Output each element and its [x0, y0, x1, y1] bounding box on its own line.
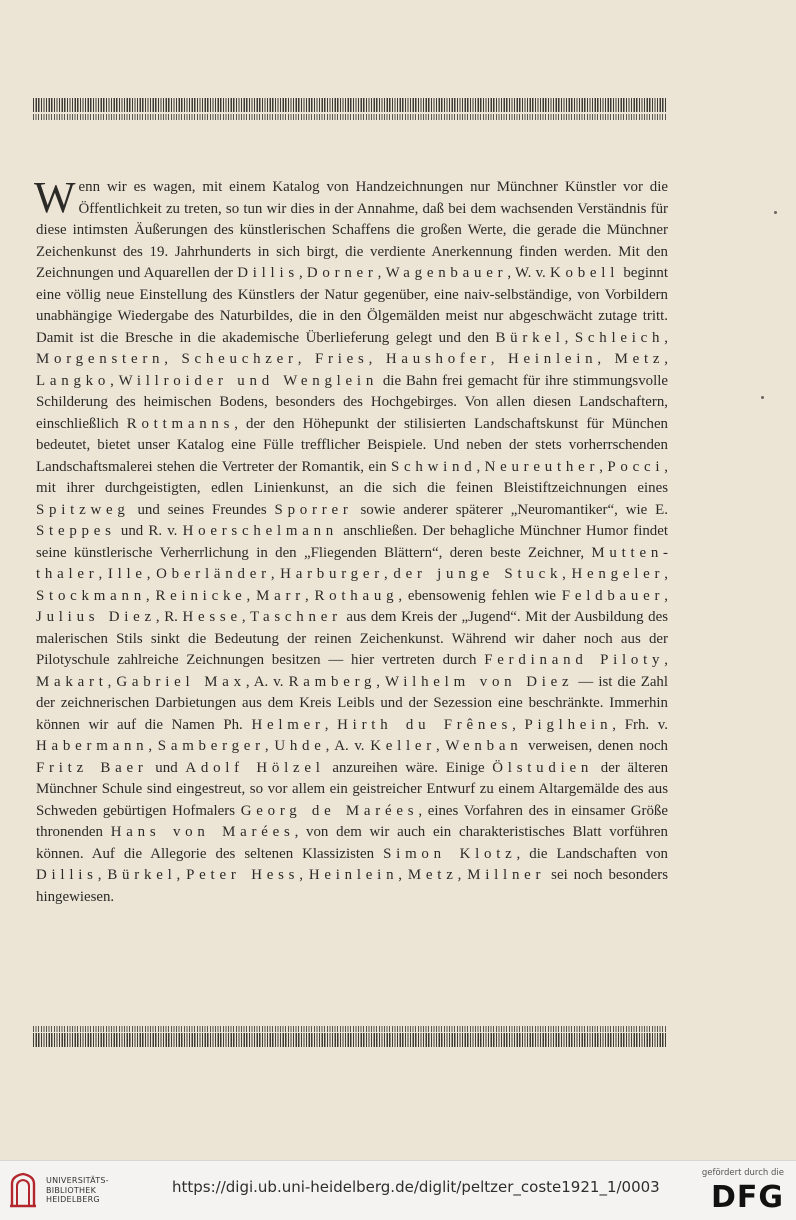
body-paragraph: [34, 173, 669, 908]
text-run: , von dem wir auch ein charakteristisches Blatt vorführen können. Auf die Allegorie des seltenen Klassizisten: [36, 824, 668, 862]
text-run: ,: [436, 738, 446, 754]
text-run: ,: [241, 609, 251, 625]
text-run: ,: [299, 867, 309, 883]
viewer-footer: [0, 1160, 796, 1220]
text-run: ,: [164, 351, 182, 367]
text-run: , A. v.: [325, 738, 371, 754]
text-run: ,: [664, 587, 668, 604]
artist-name: Hengeler: [571, 566, 665, 582]
library-name-line: UNIVERSITÄTS-: [46, 1176, 109, 1185]
artist-name: Langko: [36, 372, 111, 389]
text-run: enn wir es wagen, mit einem Katalog von Handzeichnungen nur Münchner Künstler vor die Öffentlichkeit zu treten, so tun wir dies in der Annahme, daß bei dem wachsenden Verständnis für diese intimsten Äußerungen des künstlerischen Schaffens die großen Werte, die gerade die Münchner Zeichenkunst des 19. Jahrhunderts in sich birgt, die verdiente Anerkennung finden werden. Mit den Zeichnungen und Aquarellen der: [36, 179, 668, 281]
decorative-rule-top-thin: [33, 114, 667, 120]
text-run: und: [147, 759, 186, 776]
decorative-rule-bottom: [33, 1033, 667, 1047]
artist-name: Schleich: [574, 329, 665, 346]
artist-name: Bürkel: [107, 867, 177, 883]
artist-name: Julius Diez: [36, 609, 156, 625]
artist-name: Spitzweg: [36, 501, 130, 518]
artist-name: Feldbauer: [561, 587, 665, 604]
artist-name: Haushofer: [385, 351, 491, 367]
text-run: ,: [512, 716, 525, 733]
text-run: sei noch besonders hingewiesen.: [36, 867, 668, 905]
text-run: ,: [457, 867, 468, 883]
text-run: ,: [377, 265, 386, 281]
artist-name: Steppes: [36, 523, 116, 539]
artist-name: Peter Hess: [186, 867, 300, 883]
artist-name: Hirth du Frênes: [337, 716, 513, 733]
artist-name: Oberländer: [156, 566, 271, 582]
artist-name: Reinicke: [155, 587, 247, 604]
artist-name: Fritz Baer: [36, 759, 148, 776]
text-run: verweisen, denen noch: [522, 738, 669, 754]
text-run: ,: [664, 652, 668, 668]
text-run: ,: [384, 566, 394, 582]
text-run: sowie anderer späterer „Neuromantiker“, wie E.: [352, 501, 668, 518]
artist-name: Schwind: [390, 458, 477, 475]
text-run: ,: [376, 673, 386, 690]
text-run: ,: [304, 587, 315, 604]
artist-name: Wenban: [445, 738, 523, 754]
text-run: ,: [664, 329, 668, 346]
artist-name: Pocci: [607, 458, 665, 475]
artist-name: Marr: [256, 587, 305, 604]
decorative-rule-top: [33, 98, 667, 112]
artist-name: Ferdinand Piloty: [484, 652, 665, 668]
text-run: ,: [368, 351, 386, 367]
text-run: ,: [246, 587, 257, 604]
artist-name: Simon Klotz: [383, 845, 517, 862]
artist-name: Piglhein: [524, 716, 613, 733]
text-run: ,: [562, 566, 572, 582]
artist-name: Muttenthaler: [36, 544, 668, 582]
text-run: ,: [490, 351, 508, 367]
text-run: , ebensowenig fehlen wie: [398, 587, 562, 604]
text-run: ,: [270, 566, 281, 582]
artist-name: Helmer: [251, 716, 325, 733]
text-run: ,: [599, 458, 608, 475]
permalink-url[interactable]: https://digi.ub.uni-heidelberg.de/diglit/peltzer_coste1921_1/0003: [172, 1178, 660, 1196]
artist-name: Sporrer: [274, 501, 353, 518]
artist-name: Metz: [407, 867, 458, 883]
artist-name: Habermann: [36, 738, 149, 754]
text-run: , A. v.: [245, 673, 289, 690]
decorative-rule-bottom-thin: [33, 1026, 667, 1032]
artist-name: Rottmanns: [126, 415, 235, 432]
artist-name: Metz: [614, 351, 665, 367]
artist-name: Ille: [107, 566, 147, 582]
text-run: ,: [145, 587, 156, 604]
text-run: , die Landschaften von: [516, 845, 669, 862]
artist-name: Taschner: [250, 609, 342, 625]
text-run: aus dem Kreis der „Jugend“. Mit der Ausbildung des malerischen Stils sinkt die Bedeutung der reinen Zeichenkunst. Während wir daher noch aus der Pilotyschule zahlreiche Zeichnungen besitzen — hier vertreten durch: [36, 609, 668, 668]
artist-name: Fries: [315, 351, 369, 367]
artist-name: Willroider und Wenglein: [118, 372, 379, 389]
text-run: ,: [98, 566, 108, 582]
ub-heidelberg-logo-icon[interactable]: [8, 1170, 38, 1210]
artist-name: Stockmann: [36, 587, 146, 604]
text-run: ,: [107, 673, 117, 690]
artist-name: Heinlein: [507, 351, 598, 367]
drop-cap: W: [34, 173, 76, 222]
artist-name: Makart: [36, 673, 108, 690]
artist-name: Hoerschelmann: [182, 523, 339, 539]
text-run: ,: [110, 372, 119, 389]
text-run: , Frh. v.: [612, 716, 669, 733]
text-run: , eines Vorfahren des in einsamer Größe thronenden: [36, 802, 668, 840]
text-run: beginnt eine völlig neue Einstellung des Künstlers der Natur gegenüber, eine naiv-selbständige, von Vorbildern unabhängige Wiedergabe des Naturbildes, die in den Ölgemälden meist nur abgeschwächt zutage tritt. Damit ist die Bresche in die akademische Überlieferung gelegt und den: [36, 265, 668, 346]
artist-name: Harburger: [280, 566, 384, 582]
text-run: ,: [324, 716, 338, 733]
funding-note: gefördert durch die: [701, 1168, 784, 1178]
text-run: ,: [298, 265, 307, 281]
artist-name: Keller: [370, 738, 437, 754]
text-run: ,: [264, 738, 275, 754]
body-text: [34, 173, 669, 908]
text-run: anzureihen wäre. Einige: [324, 759, 493, 776]
text-run: ,: [148, 738, 158, 754]
artist-name: Wagenbauer: [385, 265, 508, 281]
paper-speck: [761, 396, 764, 399]
paper-speck: [774, 211, 777, 214]
text-run: der älteren Münchner Schule sind eingestreut, so vor allem ein geistreicher Entwurf zu einem Altargemälde des aus Schweden gebürtigen Hofmalers: [36, 759, 669, 819]
text-run: ,: [146, 566, 157, 582]
artist-name: Bürkel: [495, 329, 565, 346]
text-run: und R. v.: [115, 523, 183, 539]
text-run: , R.: [155, 609, 183, 625]
artist-name: Hesse: [182, 609, 242, 625]
library-name-line: BIBLIOTHEK: [46, 1185, 97, 1195]
artist-name: Wilhelm von Diez: [385, 673, 574, 690]
artist-name: Dorner: [306, 265, 378, 281]
artist-name: Ramberg: [288, 673, 377, 690]
text-run: , W. v.: [507, 265, 550, 281]
text-run: ,: [97, 867, 108, 883]
text-run: die Bahn frei gemacht für ihre stimmungsvolle Schilderung des heimischen Bodens, besonders des Hochgebirges. Von allen diesen Landschaftern, einschließlich: [36, 372, 668, 432]
dfg-logo[interactable]: DFG: [710, 1180, 784, 1215]
text-run: ,: [664, 566, 668, 582]
library-name[interactable]: [46, 1176, 109, 1205]
artist-name: der junge Stuck: [393, 566, 563, 582]
text-run: ,: [564, 329, 575, 346]
text-run: ,: [398, 867, 408, 883]
text-run: und seines Freundes: [129, 501, 275, 518]
artist-name: Hans von Marées: [110, 824, 295, 840]
artist-name: Millner: [467, 867, 546, 883]
artist-name: Rothaug: [314, 587, 399, 604]
artist-name: Heinlein: [308, 867, 399, 883]
artist-name: Uhde: [274, 738, 326, 754]
text-run: ,: [664, 351, 668, 367]
text-run: ,: [176, 867, 187, 883]
artist-name: Georg de Marées: [240, 802, 419, 819]
text-run: ,: [597, 351, 615, 367]
artist-name: Dillis: [237, 265, 299, 281]
artist-name: Scheuchzer: [181, 351, 298, 367]
artist-name: Neureuther: [484, 458, 600, 475]
artist-name: Adolf Hölzel: [185, 759, 325, 776]
text-run: — ist die Zahl der zeichnerischen Darbietungen aus dem Kreis Leibls und der Sezession eine beschränkte. Immerhin können wir auf die Namen Ph.: [36, 673, 669, 733]
artist-name: Dillis: [36, 867, 98, 883]
library-name-line: HEIDELBERG: [46, 1195, 100, 1204]
artist-name: Samberger: [157, 738, 265, 754]
text-run: , mit ihrer durchgeistigten, edlen Linienkunst, an die sich die feinen Bleistiftzeichnungen eines: [36, 458, 668, 496]
artist-name: Gabriel Max: [116, 673, 246, 690]
text-run: , der den Höhepunkt der stilisierten Landschaftskunst für München bedeutet, bietet unser Katalog eine Fülle trefflicher Beispiele. Und neben der stets vorherrschenden Landschaftsmalerei stehen die Vertreter der Romantik, ein: [36, 415, 668, 475]
artist-name: Kobell: [549, 265, 620, 281]
text-run: ,: [297, 351, 315, 367]
text-run: ,: [476, 458, 485, 475]
text-run: anschließen. Der behagliche Münchner Humor findet seine künstlerische Verherrlichung in den „Fliegenden Blättern“, deren beste Zeichner,: [36, 523, 668, 561]
artist-name: Ölstudien: [492, 759, 594, 776]
artist-name: Morgenstern: [36, 351, 165, 367]
